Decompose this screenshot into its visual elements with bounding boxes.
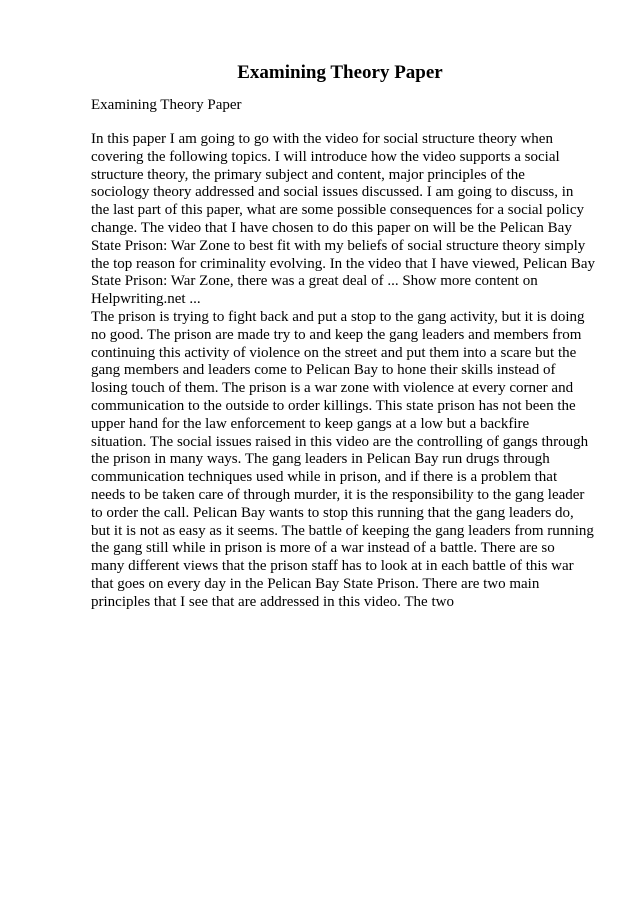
text-line: change. The video that I have chosen to do this paper on will be the Pelican Bay: [91, 219, 572, 236]
text-line: communication techniques used while in prison, and if there is a problem that: [91, 469, 558, 486]
text-line: upper hand for the law enforcement to keep gangs at a low but a backfire: [91, 415, 530, 432]
paragraph-intro: [91, 131, 596, 309]
text-line: the top reason for criminality evolving. In the video that I have viewed, Pelican Bay: [91, 255, 596, 272]
text-line: principles that I see that are addressed in this video. The two: [91, 593, 454, 610]
document-subtitle: Examining Theory Paper: [91, 97, 242, 113]
text-line: State Prison: War Zone, there was a great deal of ... Show more content on: [91, 273, 538, 290]
text-line: sociology theory addressed and social issues discussed. I am going to discuss, in: [91, 184, 574, 201]
text-line: but it is not as easy as it seems. The battle of keeping the gang leaders from running: [91, 522, 594, 539]
paragraph-main: [91, 308, 594, 612]
text-line: many different views that the prison staff has to look at in each battle of this war: [91, 558, 574, 575]
text-line: continuing this activity of violence on the street and put them into a scare but the: [91, 344, 577, 361]
text-line: structure theory, the primary subject and content, major principles of the: [91, 166, 525, 183]
text-line: needs to be taken care of through murder, it is the responsibility to the gang leader: [91, 486, 585, 503]
text-line: The prison is trying to fight back and put a stop to the gang activity, but it is doing: [91, 308, 585, 325]
text-line: covering the following topics. I will introduce how the video supports a social: [91, 148, 560, 165]
text-line: the prison in many ways. The gang leaders in Pelican Bay run drugs through: [91, 451, 550, 468]
text-line: to order the call. Pelican Bay wants to stop this running that the gang leaders do,: [91, 504, 574, 521]
text-line: communication to the outside to order killings. This state prison has not been the: [91, 397, 576, 414]
text-line: In this paper I am going to go with the video for social structure theory when: [91, 131, 553, 147]
text-line: gang members and leaders come to Pelican Bay to hone their skills instead of: [91, 362, 556, 379]
text-line: Helpwriting.net ...: [91, 291, 201, 308]
document-body: [91, 131, 596, 612]
text-line: no good. The prison are made try to and keep the gang leaders and members from: [91, 326, 582, 343]
document-title: Examining Theory Paper: [237, 62, 443, 83]
text-line: the gang still while in prison is more of a war instead of a battle. There are so: [91, 540, 555, 557]
text-line: State Prison: War Zone to best fit with my beliefs of social structure theory simply: [91, 237, 586, 254]
text-line: losing touch of them. The prison is a war zone with violence at every corner and: [91, 380, 574, 397]
text-line: the last part of this paper, what are some possible consequences for a social policy: [91, 202, 584, 219]
text-line: that goes on every day in the Pelican Bay State Prison. There are two main: [91, 575, 540, 592]
text-line: situation. The social issues raised in this video are the controlling of gangs through: [91, 433, 589, 450]
